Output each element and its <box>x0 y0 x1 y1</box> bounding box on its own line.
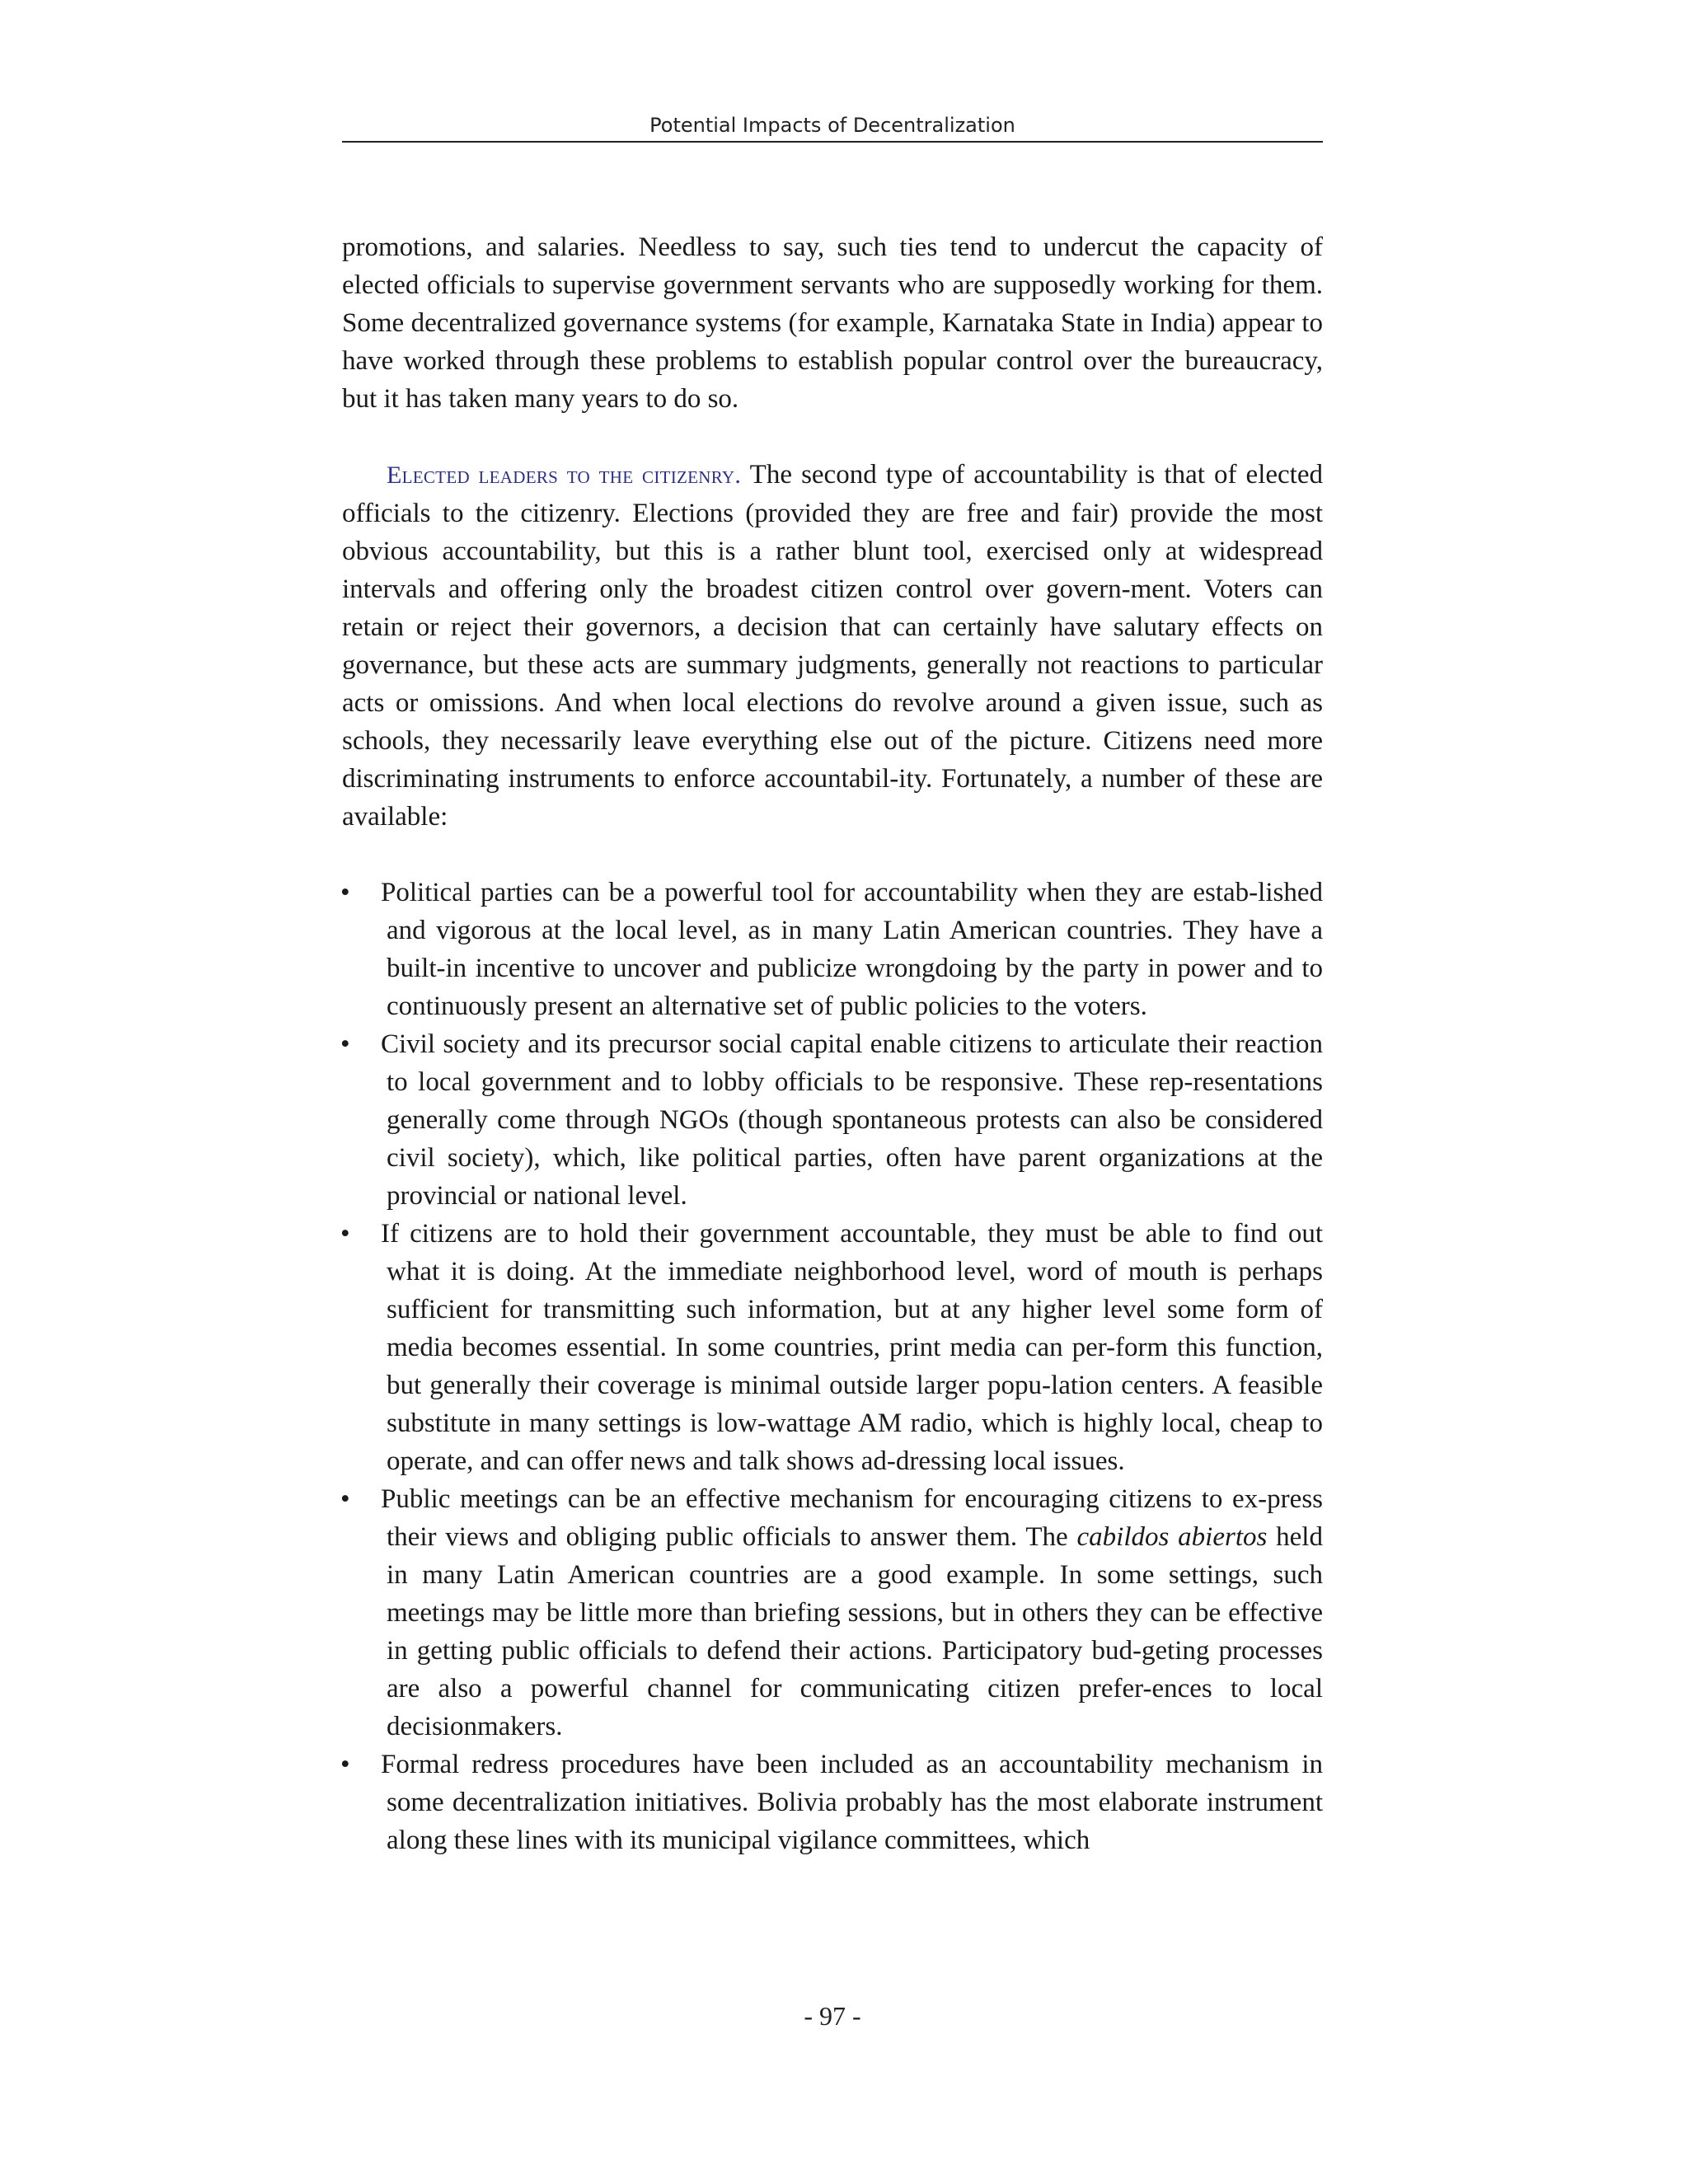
header-rule <box>342 141 1323 143</box>
main-body-text <box>342 228 1323 1859</box>
paragraph-1: promotions, and salaries. Needless to say, such ties tend to undercut the capacity of elected officials to supervise government servants who are supposedly working for them. Some decentralized governance systems (for example, Karnataka State in India) appear to have worked through these problems to establish popular control over the bureaucracy, but it has taken many years to do so. <box>342 232 1323 414</box>
paragraph-2 <box>342 456 1323 836</box>
list-item-text-end: held in many Latin American countries are a good example. In some settings, such meetings may be little more than briefing sessions, but in others they can be effective in getting public officials to defend their actions. Participatory bud-geting processes are also a powerful channel for communicating citizen prefer-ences to local decisionmakers. <box>387 1522 1323 1741</box>
bullet-icon: • <box>340 1219 350 1249</box>
bullet-icon: • <box>340 1484 350 1514</box>
list-item-civil-society <box>342 1025 1323 1215</box>
bullet-icon: • <box>340 1750 350 1779</box>
list-item-text: Political parties can be a powerful tool for accountability when they are estab-lished and vigorous at the local level, as in many Latin American countries. They have a built-in incentive to uncover and publicize wrongdoing by the party in power and to continuously present an alternative set of public policies to the voters. <box>381 878 1323 1021</box>
list-item-text: If citizens are to hold their government accountable, they must be able to find out what it is doing. At the immediate neighborhood level, word of mouth is perhaps sufficient for transmitting such information, but at any higher level some form of media becomes essential. In some countries, print media can per-form this function, but generally their coverage is minimal outside larger popu-lation centers. A feasible substitute in many settings is low-wattage AM radio, which is highly local, cheap to operate, and can offer news and talk shows ad-dressing local issues. <box>381 1219 1323 1476</box>
list-item-formal-redress <box>342 1746 1323 1859</box>
bullet-icon: • <box>340 878 350 907</box>
list-item-public-meetings <box>342 1480 1323 1746</box>
bullet-icon: • <box>340 1029 350 1059</box>
section-lead-elected-leaders: Elected leaders to the citizenry. <box>387 462 742 489</box>
list-item-text: Formal redress procedures have been included as an accountability mechanism in some decentralization initiatives. Bolivia probably has the most elaborate instrument along these lines with its municipal vigilance committees, which <box>381 1750 1323 1855</box>
page-number: - 97 - <box>804 2001 861 2031</box>
list-item-italic-term: cabildos abiertos <box>1076 1522 1268 1552</box>
list-item-text: Civil society and its precursor social capital enable citizens to articulate their reaction to local government and to lobby officials to be responsive. These rep-resentations generally come through NGOs (though spontaneous protests can also be considered civil society), which, like political parties, often have parent organizations at the provincial or national level. <box>381 1029 1323 1211</box>
list-item-text-start: Public meetings can be an effective mechanism for encouraging citizens to ex-press their views and obliging public officials to answer them. The <box>381 1484 1323 1552</box>
paragraph-2-text: The second type of accountability is that of elected officials to the citizenry. Elections (provided they are free and fair) provide the most obvious accountability, but this is a rather blunt tool, exercised only at widespread intervals and offering only the broadest citizen control over govern-ment. Voters can retain or reject their governors, a decision that can certainly have salutary effects on governance, but these acts are summary judgments, generally not reactions to particular acts or omissions. And when local elections do revolve around a given issue, such as schools, they necessarily leave everything else out of the picture. Citizens need more discriminating instruments to enforce accountabil-ity. Fortunately, a number of these are available: <box>342 460 1323 832</box>
accountability-instruments-list <box>342 874 1323 1859</box>
running-header-title: Potential Impacts of Decentralization <box>649 114 1015 137</box>
list-item-political-parties <box>342 874 1323 1025</box>
list-item-media <box>342 1215 1323 1480</box>
